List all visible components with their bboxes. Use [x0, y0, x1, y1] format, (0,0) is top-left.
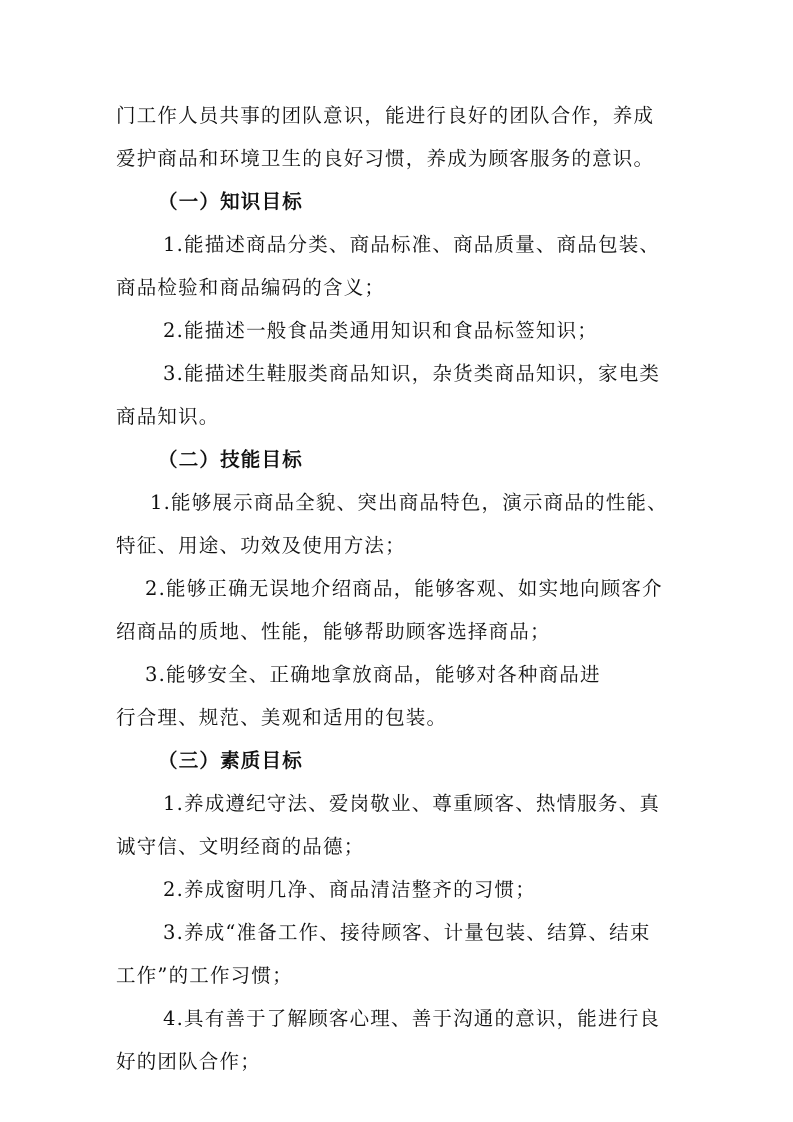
text-line: 2.养成窗明几净、商品清洁整齐的习惯；	[163, 878, 536, 901]
section-heading-quality: （三）素质目标	[158, 749, 303, 772]
text-line: 3.养成“准备工作、接待顾客、计量包装、结算、结束	[163, 921, 651, 944]
text-line: 3.能描述生鞋服类商品知识，杂货类商品知识，家电类	[163, 362, 661, 385]
text-line: 商品知识。	[116, 405, 220, 428]
section-heading-knowledge: （一）知识目标	[158, 190, 303, 213]
text-line: 4.具有善于了解顾客心理、善于沟通的意识，能进行良	[163, 1007, 661, 1030]
text-line: 1.能描述商品分类、商品标准、商品质量、商品包装、	[163, 233, 661, 256]
text-line: 2.能描述一般食品类通用知识和食品标签知识；	[163, 319, 599, 342]
text-line: 门工作人员共事的团队意识，能进行良好的团队合作，养成	[116, 104, 655, 127]
text-line: 特征、用途、功效及使用方法；	[116, 534, 406, 557]
text-line: 商品检验和商品编码的含义；	[116, 276, 386, 299]
text-line: 1.养成遵纪守法、爱岗敬业、尊重顾客、热情服务、真	[163, 792, 661, 815]
text-line: 1.能够展示商品全貌、突出商品特色，演示商品的性能、	[150, 491, 668, 514]
text-line: 爱护商品和环境卫生的良好习惯，养成为顾客服务的意识。	[116, 147, 655, 170]
text-line: 诚守信、文明经商的品德；	[116, 835, 365, 858]
section-heading-skills: （二）技能目标	[158, 448, 303, 471]
text-line: 工作”的工作习惯；	[116, 964, 293, 987]
text-line: 行合理、规范、美观和适用的包装。	[116, 706, 448, 729]
text-line: 3.能够安全、正确地拿放商品，能够对各种商品进	[145, 663, 601, 686]
text-line: 好的团队合作；	[116, 1050, 261, 1073]
text-line: 2.能够正确无误地介绍商品，能够客观、如实地向顾客介	[145, 577, 663, 600]
text-line: 绍商品的质地、性能，能够帮助顾客选择商品；	[116, 620, 551, 643]
